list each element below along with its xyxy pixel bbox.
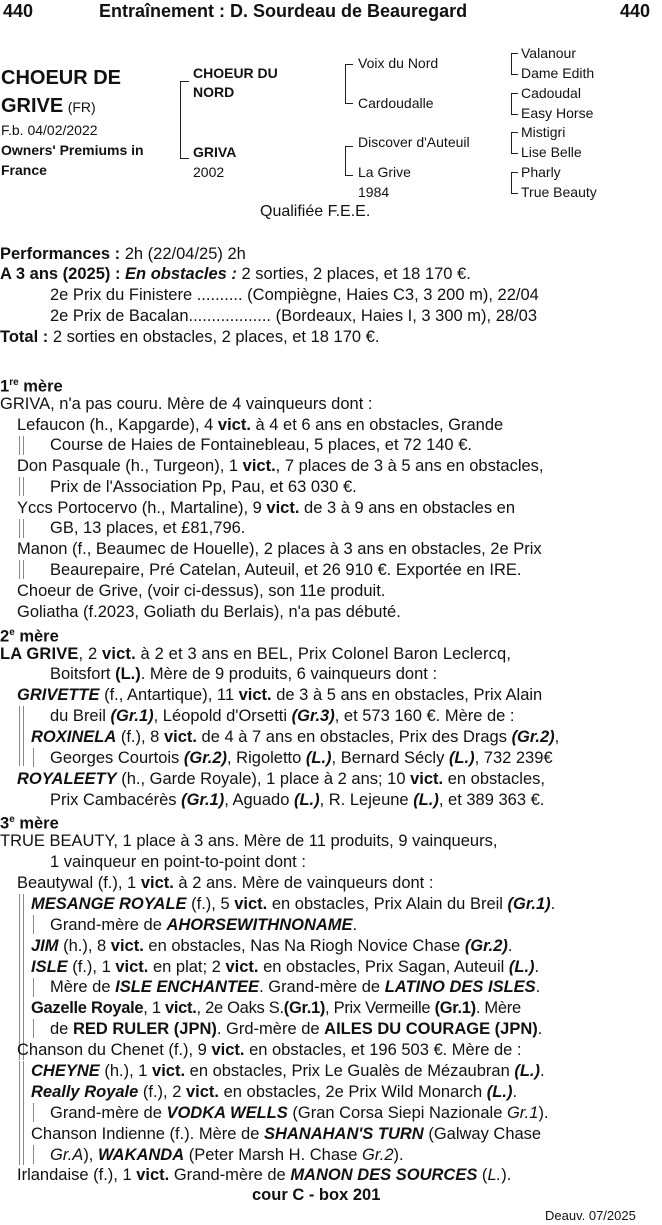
- race-1: 2e Prix du Finistere .......... (Compiègne, Haies C3, 3 200 m), 22/04: [50, 286, 539, 304]
- pedigree-bracket-3b: [511, 93, 518, 115]
- total-label: Total :: [0, 328, 49, 346]
- ancestor-g3-3: Cadoudal: [521, 85, 581, 101]
- horse-name-line1: CHOEUR DE: [1, 67, 122, 89]
- performances-summary: 2h (22/04/25) 2h: [120, 245, 246, 263]
- mere3-line8: Mère de ISLE ENCHANTEE. Grand-mère de LATINO DES ISLES.: [50, 978, 541, 996]
- mere3-line9: Gazelle Royale, 1 vict., 2e Oaks S.(Gr.1), Prix Vermeille (Gr.1). Mère: [31, 999, 521, 1017]
- mere1-line1: GRIVA, n'a pas couru. Mère de 4 vainqueurs dont :: [0, 395, 373, 413]
- mere3-line16: Gr.A), WAKANDA (Peter Marsh H. Chase Gr.2).: [50, 1146, 404, 1164]
- pedigree-bracket-3c: [511, 132, 518, 154]
- mere3-line12: CHEYNE (h.), 1 vict. en obstacles, Prix Le Gualès de Mézaubran (L.).: [31, 1062, 545, 1080]
- mere2-line6: Georges Courtois (Gr.2), Rigoletto (L.), Bernard Sécly (L.), 732 239€: [50, 749, 553, 767]
- mere3-line10: de RED RULER (JPN). Grd-mère de AILES DU COURAGE (JPN).: [50, 1020, 543, 1038]
- mere3-line2: 1 vainqueur en point-to-point dont :: [50, 853, 306, 871]
- pedigree-bracket-1: [180, 81, 189, 159]
- indent-bar: [19, 436, 24, 455]
- owners-line1: Owners' Premiums in: [1, 142, 144, 158]
- horse-birth: F.b. 04/02/2022: [1, 122, 98, 138]
- mere1-line2: Lefaucon (h., Kapgarde), 4 vict. à 4 et 6 ans en obstacles, Grande: [17, 416, 504, 434]
- ancestor-g3-6: Lise Belle: [521, 144, 582, 160]
- mere1-line6: Yccs Portocervo (h., Martaline), 9 vict. de 3 à 9 ans en obstacles en: [17, 499, 516, 517]
- mere1-line4: Don Pasquale (h., Turgeon), 1 vict., 7 places de 3 à 5 ans en obstacles,: [17, 457, 544, 475]
- section-mere2-title: 2e mère: [0, 627, 59, 646]
- mere2-line5: ROXINELA (f.), 8 vict. de 4 à 7 ans en obstacles, Prix des Drags (Gr.2),: [31, 728, 560, 746]
- qualification: Qualifiée F.E.E.: [260, 203, 371, 220]
- dam-name: GRIVA: [193, 144, 237, 160]
- horse-origin: (FR): [67, 99, 96, 115]
- indent-bar: [33, 978, 35, 997]
- indent-bar: [33, 1019, 35, 1038]
- ancestor-g2-2: Cardoudalle: [358, 95, 434, 111]
- indent-bar: [33, 915, 35, 934]
- mere1-line9: Beaurepaire, Pré Catelan, Auteuil, et 26 910 €. Exportée en IRE.: [50, 561, 522, 579]
- mere3-line13: Really Royale (f.), 2 vict. en obstacles, 2e Prix Wild Monarch (L.).: [31, 1083, 518, 1101]
- mere2-line8: Prix Cambacérès (Gr.1), Aguado (L.), R. Lejeune (L.), et 389 363 €.: [50, 791, 545, 809]
- indent-bar: [19, 519, 24, 538]
- ancestor-g3-1: Valanour: [521, 45, 577, 61]
- year-text: 2 sorties, 2 places, et 18 170 €.: [236, 265, 471, 283]
- mere3-line4: MESANGE ROYALE (f.), 5 vict. en obstacles, Prix Alain du Breil (Gr.1).: [31, 895, 556, 913]
- year-label: A 3 ans (2025) :: [0, 265, 121, 283]
- mere3-line6: JIM (h.), 8 vict. en obstacles, Nas Na Riogh Novice Chase (Gr.2).: [31, 937, 513, 955]
- mere2-line4: du Breil (Gr.1), Léopold d'Orsetti (Gr.3), et 573 160 €. Mère de :: [50, 707, 515, 725]
- mere1-line10: Choeur de Grive, (voir ci-dessus), son 11e produit.: [17, 582, 386, 600]
- performances-label: Performances :: [0, 245, 121, 263]
- year-line: [0, 264, 660, 284]
- ancestor-g3-4: Easy Horse: [521, 105, 594, 121]
- indent-bar: [19, 560, 24, 579]
- mere2-line7: ROYALEETY (h., Garde Royale), 1 place à 2 ans; 10 vict. en obstacles,: [17, 770, 545, 788]
- mere1-line7: GB, 13 places, et £81,796.: [50, 519, 246, 537]
- ancestor-g2-1: Voix du Nord: [358, 55, 439, 71]
- ancestor-g2-5-year: 1984: [358, 184, 390, 200]
- obstacles-label: En obstacles :: [125, 265, 237, 283]
- mere3-line17: Irlandaise (f.), 1 vict. Grand-mère de MANON DES SOURCES (L.).: [17, 1166, 512, 1184]
- mere3-line3: Beautywal (f.), 1 vict. à 2 ans. Mère de vainqueurs dont :: [17, 874, 434, 892]
- mere1-line3: Course de Haies de Fontainebleau, 5 places, et 72 140 €.: [50, 436, 472, 454]
- ancestor-g2-4: La Grive: [358, 164, 411, 180]
- horse-name-line2-wrap: [1, 95, 96, 118]
- pedigree-bracket-3d: [511, 172, 518, 194]
- page-number-left: 440: [3, 1, 34, 21]
- source-note: Deauv. 07/2025: [545, 1208, 636, 1223]
- ancestor-g3-7: Pharly: [521, 164, 561, 180]
- indent-bar: [19, 1061, 24, 1165]
- dam-year: 2002: [193, 164, 225, 180]
- ancestor-g3-8: True Beauty: [521, 184, 597, 200]
- indent-bar: [33, 748, 35, 767]
- mere1-line11: Goliatha (f.2023, Goliath du Berlais), n'a pas débuté.: [17, 603, 401, 621]
- pedigree-bracket-3a: [511, 53, 518, 75]
- mere1-line5: Prix de l'Association Pp, Pau, et 63 030 €.: [50, 478, 357, 496]
- mere2-line1: LA GRIVE, 2 vict. à 2 et 3 ans en BEL, Prix Colonel Baron Leclercq,: [0, 645, 512, 663]
- race-2: 2e Prix de Bacalan.................. (Bordeaux, Haies I, 3 300 m), 28/03: [50, 307, 537, 325]
- pedigree-bracket-2b: [345, 146, 353, 176]
- section-mere3-title: 3e mère: [0, 814, 59, 833]
- page-header: [0, 0, 662, 24]
- mere2-line3: GRIVETTE (f., Antartique), 11 vict. de 3 à 5 ans en obstacles, Prix Alain: [17, 686, 543, 704]
- page-number-right: 440: [620, 1, 651, 21]
- horse-name-line2: GRIVE: [1, 95, 64, 117]
- mere3-line14: Grand-mère de VODKA WELLS (Gran Corsa Siepi Nazionale Gr.1).: [50, 1104, 549, 1122]
- ancestor-g3-5: Mistigri: [521, 124, 566, 140]
- section-mere1-title: 1re mère: [0, 377, 63, 396]
- indent-bar: [19, 706, 24, 766]
- sire-line1: CHOEUR DU: [193, 65, 278, 81]
- owners-line2: France: [1, 162, 47, 178]
- pedigree-bracket-2a: [345, 64, 353, 104]
- mere1-line8: Manon (f., Beaumec de Houelle), 2 places à 3 ans en obstacles, 2e Prix: [17, 540, 542, 558]
- mere3-line5: Grand-mère de AHORSEWITHNONAME.: [50, 916, 358, 934]
- ancestor-g3-2: Dame Edith: [521, 65, 595, 81]
- stable-location: cour C - box 201: [252, 1186, 381, 1204]
- page-title: Entraînement : D. Sourdeau de Beauregard: [99, 1, 468, 21]
- mere2-line2: Boitsfort (L.). Mère de 9 produits, 6 vainqueurs dont :: [50, 665, 438, 683]
- indent-bar: [19, 894, 24, 1060]
- mere3-line1: TRUE BEAUTY, 1 place à 3 ans. Mère de 11 produits, 9 vainqueurs,: [0, 832, 498, 850]
- sire-line2: NORD: [193, 84, 235, 100]
- indent-bar: [19, 477, 24, 496]
- indent-bar: [33, 1145, 35, 1164]
- mere3-line7: ISLE (f.), 1 vict. en plat; 2 vict. en obstacles, Prix Sagan, Auteuil (L.).: [31, 958, 540, 976]
- mere3-line15: Chanson Indienne (f.). Mère de SHANAHAN'S TURN (Galway Chase: [31, 1125, 542, 1143]
- indent-bar: [33, 1103, 35, 1122]
- total-text: 2 sorties en obstacles, 2 places, et 18 170 €.: [48, 328, 380, 346]
- mere3-line11: Chanson du Chenet (f.), 9 vict. en obstacles, et 196 503 €. Mère de :: [17, 1041, 522, 1059]
- ancestor-g2-3: Discover d'Auteuil: [358, 134, 470, 150]
- performances-line: [0, 244, 660, 264]
- total-line: [0, 327, 660, 347]
